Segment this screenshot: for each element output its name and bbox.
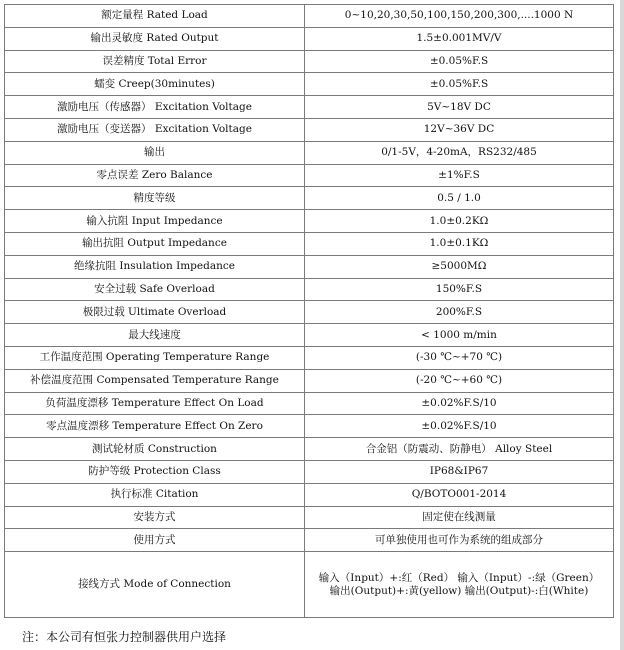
row-value: 可单独使用也可作为系统的组成部分 — [305, 529, 614, 552]
table-row — [5, 506, 614, 529]
table-row — [5, 210, 614, 233]
table-row — [5, 27, 614, 50]
row-label: 输入抗阻 Input Impedance — [5, 210, 305, 233]
table-row — [5, 50, 614, 73]
row-label: 最大线速度 — [5, 324, 305, 347]
row-value: ±0.05%F.S — [305, 73, 614, 96]
row-label: 激励电压（变送器） Excitation Voltage — [5, 118, 305, 141]
row-label: 防护等级 Protection Class — [5, 460, 305, 483]
row-label: 补偿温度范围 Compensated Temperature Range — [5, 369, 305, 392]
table-row — [5, 278, 614, 301]
row-value: 1.0±0.2KΩ — [305, 210, 614, 233]
row-value: < 1000 m/min — [305, 324, 614, 347]
table-row — [5, 232, 614, 255]
row-value: 200%F.S — [305, 301, 614, 324]
table-row — [5, 187, 614, 210]
row-value: 1.5±0.001MV/V — [305, 27, 614, 50]
table-row — [5, 346, 614, 369]
row-label: 负荷温度漂移 Temperature Effect On Load — [5, 392, 305, 415]
spec-table-wrapper — [4, 4, 613, 618]
row-value: 12V~36V DC — [305, 118, 614, 141]
row-value: 合金铝（防震动、防静电） Alloy Steel — [305, 438, 614, 461]
table-row — [5, 5, 614, 28]
row-value: ±0.05%F.S — [305, 50, 614, 73]
row-label: 测试轮材质 Construction — [5, 438, 305, 461]
row-value: 0~10,20,30,50,100,150,200,300,....1000 N — [305, 5, 614, 28]
table-row — [5, 141, 614, 164]
table-row — [5, 415, 614, 438]
scrollbar-edge — [620, 0, 624, 650]
row-label: 额定量程 Rated Load — [5, 5, 305, 28]
row-label: 输出抗阻 Output Impedance — [5, 232, 305, 255]
row-label: 接线方式 Mode of Connection — [5, 552, 305, 618]
table-row — [5, 73, 614, 96]
connection-line-2: 输出(Output)+:黄(yellow) 输出(Output)-:白(White) — [329, 584, 589, 597]
table-row — [5, 96, 614, 119]
footnote: 注：本公司有恒张力控制器供用户选择 — [22, 630, 227, 644]
row-label: 蠕变 Creep(30minutes) — [5, 73, 305, 96]
table-row — [5, 118, 614, 141]
row-label: 绝缘抗阻 Insulation Impedance — [5, 255, 305, 278]
row-label: 零点温度漂移 Temperature Effect On Zero — [5, 415, 305, 438]
row-label: 安全过载 Safe Overload — [5, 278, 305, 301]
row-label: 输出灵敏度 Rated Output — [5, 27, 305, 50]
row-value — [305, 552, 614, 618]
table-row — [5, 392, 614, 415]
row-value: 5V~18V DC — [305, 96, 614, 119]
row-value: IP68&IP67 — [305, 460, 614, 483]
row-value: (-30 ℃~+70 ℃) — [305, 346, 614, 369]
row-value: 固定使在线测量 — [305, 506, 614, 529]
spec-table-body — [5, 5, 614, 618]
row-label: 精度等级 — [5, 187, 305, 210]
row-label: 使用方式 — [5, 529, 305, 552]
connection-line-1: 输入（Input）+:红（Red） 输入（Input）-:绿（Green） — [318, 571, 600, 584]
row-value: 0/1-5V，4-20mA，RS232/485 — [305, 141, 614, 164]
row-label: 安装方式 — [5, 506, 305, 529]
row-label: 输出 — [5, 141, 305, 164]
table-row — [5, 460, 614, 483]
table-row — [5, 255, 614, 278]
row-label: 极限过载 Ultimate Overload — [5, 301, 305, 324]
row-label: 零点误差 Zero Balance — [5, 164, 305, 187]
table-row — [5, 324, 614, 347]
row-value: ±0.02%F.S/10 — [305, 392, 614, 415]
row-value: (-20 ℃~+60 ℃) — [305, 369, 614, 392]
table-row-connection — [5, 552, 614, 618]
row-value: ≥5000MΩ — [305, 255, 614, 278]
table-row — [5, 438, 614, 461]
table-row — [5, 301, 614, 324]
row-label: 执行标准 Citation — [5, 483, 305, 506]
row-label: 激励电压（传感器） Excitation Voltage — [5, 96, 305, 119]
row-value: Q/BOTO001-2014 — [305, 483, 614, 506]
spec-table — [4, 4, 614, 618]
table-row — [5, 483, 614, 506]
row-value: ±1%F.S — [305, 164, 614, 187]
row-value: 0.5 / 1.0 — [305, 187, 614, 210]
row-value: 150%F.S — [305, 278, 614, 301]
row-value: 1.0±0.1KΩ — [305, 232, 614, 255]
table-row — [5, 369, 614, 392]
row-label: 工作温度范围 Operating Temperature Range — [5, 346, 305, 369]
row-value: ±0.02%F.S/10 — [305, 415, 614, 438]
row-label: 误差精度 Total Error — [5, 50, 305, 73]
table-row — [5, 529, 614, 552]
table-row — [5, 164, 614, 187]
